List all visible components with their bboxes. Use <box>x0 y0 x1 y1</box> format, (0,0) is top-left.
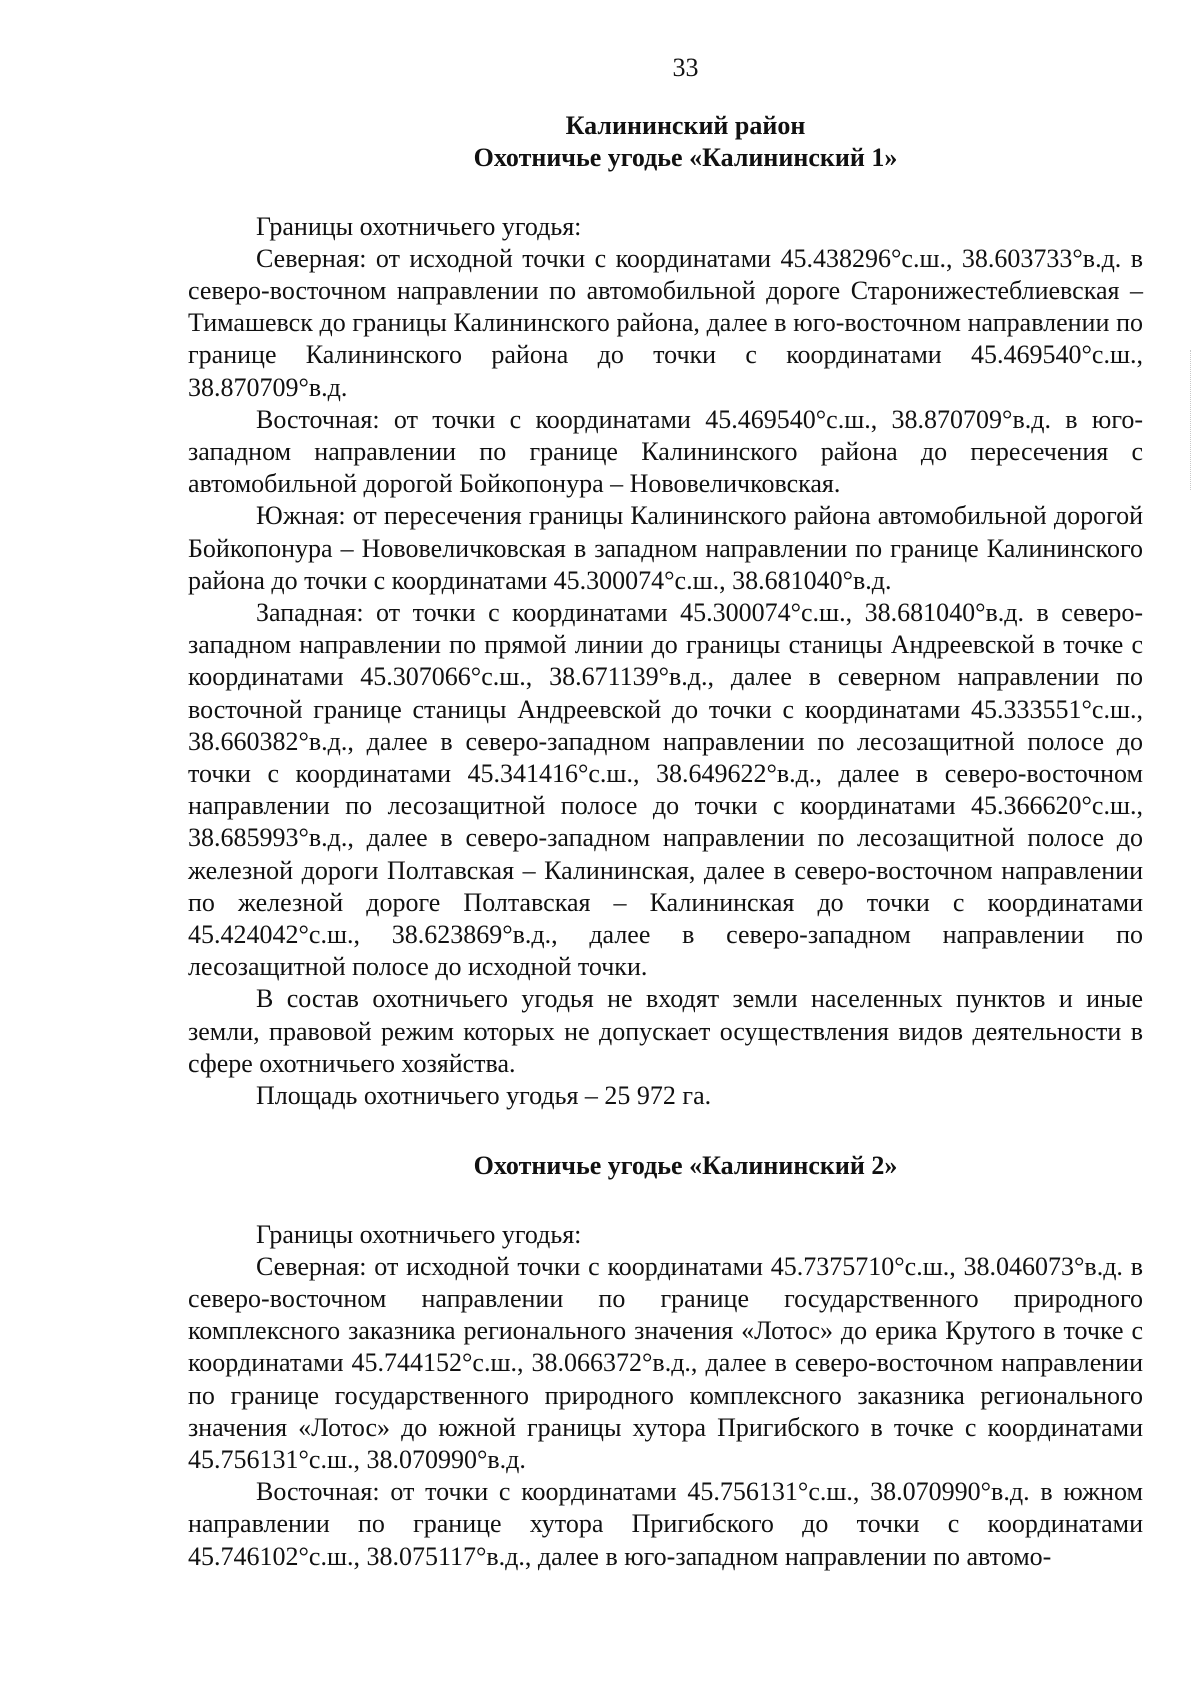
section-title-kalininsky-1: Охотничье угодье «Калининский 1» <box>473 143 898 173</box>
section2-east-boundary: Восточная: от точки с координатами 45.756131°с.ш., 38.070990°в.д. в южном направлении по границе хутора Пригибского до точки с координатами 45.746102°с.ш., 38.075117°в.д., далее в юго-западном направлении по автомо- <box>188 1477 1143 1571</box>
section1-south-boundary: Южная: от пересечения границы Калининского района автомобильной дорогой Бойкопонура – Нововеличковская в западном направлении по границе Калининского района до точки с координатами 45.300074°с.ш., 38.681040°в.д. <box>188 501 1143 595</box>
section1-intro: Границы охотничьего угодья: <box>256 211 582 241</box>
scan-edge-marks <box>1190 350 1192 490</box>
section1-west-boundary: Западная: от точки с координатами 45.300074°с.ш., 38.681040°в.д. в северо-западном направлении по прямой линии до границы станицы Андреевской в точке с координатами 45.307066°с.ш., 38.671139°в.д., далее в северном направлении по восточной границе станицы Андреевской до точки с координатами 45.333551°с.ш., 38.660382°в.д., далее в северо-западном направлении по лесозащитной полосе до точки с координатами 45.341416°с.ш., 38.649622°в.д., далее в северо-восточном направлении по лесозащитной полосе до точки с координатами 45.366620°с.ш., 38.685993°в.д., далее в северо-западном направлении по лесозащитной полосе до железной дороги Полтавская – Калининская, далее в северо-восточном направлении по железной дороге Полтавская – Калининская до точки с координатами 45.424042°с.ш., 38.623869°в.д., далее в северо-западном направлении по лесозащитной полосе до исходной точки. <box>188 598 1143 982</box>
section1-east-boundary: Восточная: от точки с координатами 45.469540°с.ш., 38.870709°в.д. в юго-западном направлении по границе Калининского района до пересечения с автомобильной дорогой Бойкопонура – Нововеличковская. <box>188 404 1143 499</box>
section1-area: Площадь охотничьего угодья – 25 972 га. <box>256 1081 712 1111</box>
section1-exclusions: В состав охотничьего угодья не входят земли населенных пунктов и иные земли, правовой режим которых не допускает осуществления видов деятельности в сфере охотничьего хозяйства. <box>188 984 1143 1078</box>
section2-intro: Границы охотничьего угодья: <box>256 1219 582 1249</box>
section-title-kalininsky-2: Охотничье угодье «Калининский 2» <box>473 1151 898 1181</box>
page-number: 33 <box>672 53 699 82</box>
district-heading: Калининский район <box>565 111 806 141</box>
section2-north-boundary: Северная: от исходной точки с координатами 45.7375710°с.ш., 38.046073°в.д. в северо-восточном направлении по границе государственного природного комплексного заказника регионального значения «Лотос» до ерика Крутого в точке с координатами 45.744152°с.ш., 38.066372°в.д., далее в северо-восточном направлении по границе государственного природного комплексного заказника регионального значения «Лотос» до южной границы хутора Пригибского в точке с координатами 45.756131°с.ш., 38.070990°в.д. <box>188 1251 1143 1474</box>
section1-north-boundary: Северная: от исходной точки с координатами 45.438296°с.ш., 38.603733°в.д. в северо-восточном направлении по автомобильной дороге Старонижестеблиевская – Тимашевск до границы Калининского района, далее в юго-восточном направлении по границе Калининского района до точки с координатами 45.469540°с.ш., 38.870709°в.д. <box>188 243 1143 402</box>
document-page <box>188 52 1143 1573</box>
